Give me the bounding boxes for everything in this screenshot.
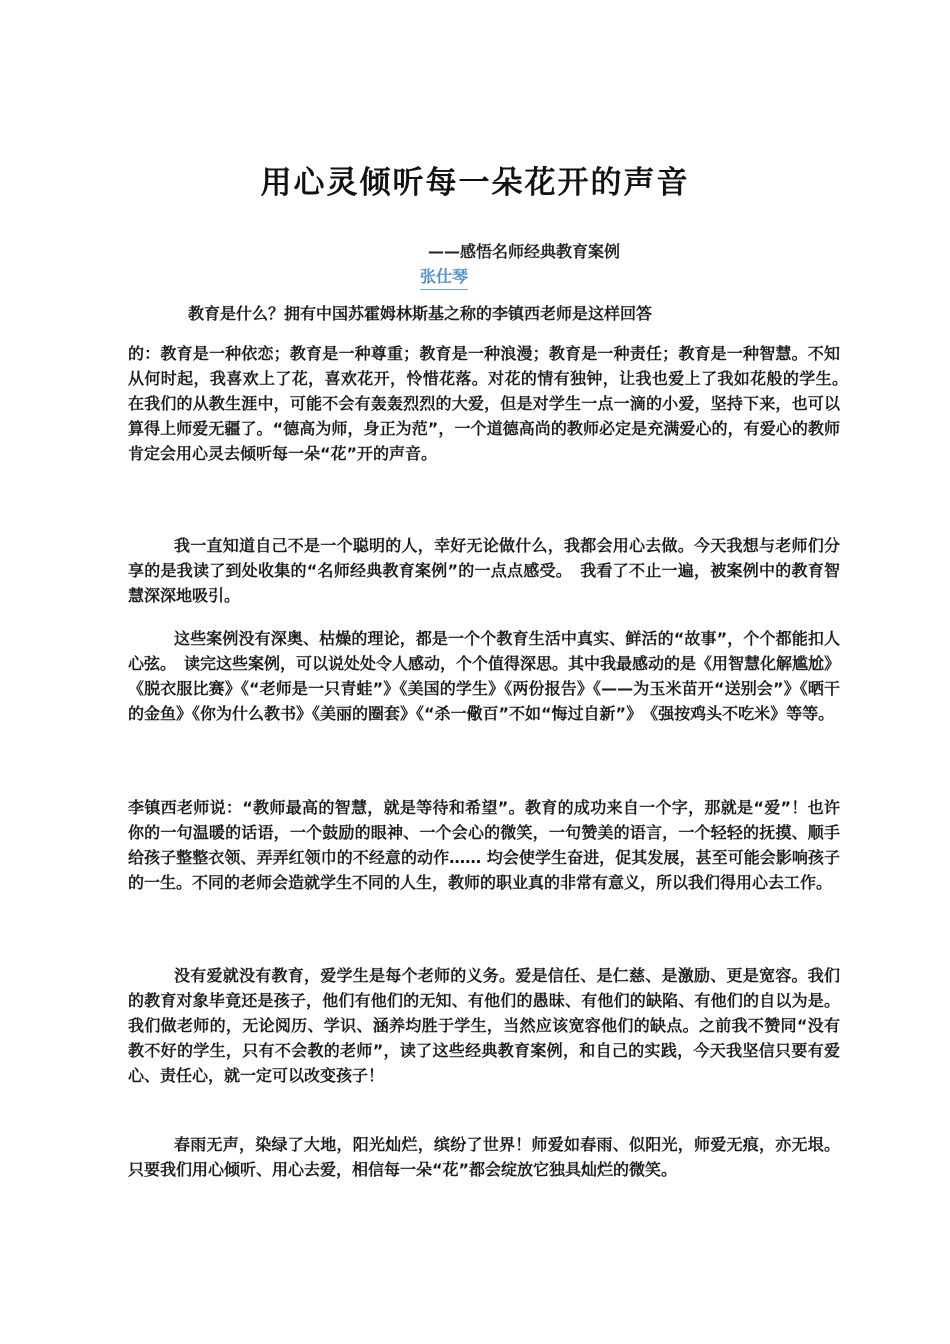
paragraph-4: 李镇西老师说：“教师最高的智慧，就是等待和希望”。教育的成功来自一个字，那就是“爱”！也许你的一句温暖的话语，一个鼓励的眼神、一个会心的微笑，一句赞美的语言，一个轻轻的抚摸、顺手给孩子整整衣领、弄弄红领巾的不经意的动作…… 均会使学生奋进，促其发展，甚至可能会影响孩子的一生。不同的老师会造就学生不同的人生，教师的职业真的非常有意义，所以我们得用心去工作。 (128, 798, 840, 892)
paragraph-1-first-line: 教育是什么？拥有中国苏霍姆林斯基之称的李镇西老师是这样回答 (188, 304, 653, 323)
author-name: 张仕琴 (420, 266, 468, 290)
paragraph-6: 春雨无声，染绿了大地，阳光灿烂，缤纷了世界！师爱如春雨、似阳光，师爱无痕，亦无垠。只要我们用心倾听、用心去爱，相信每一朵“花”都会绽放它独具灿烂的微笑。 (128, 1135, 840, 1179)
document-subtitle: ——感悟名师经典教育案例 (428, 242, 621, 261)
paragraph-5: 没有爱就没有教育，爱学生是每个老师的义务。爱是信任、是仁慈、是激励、更是宽容。我们的教育对象毕竟还是孩子，他们有他们的无知、有他们的愚昧、有他们的缺陷、有他们的自以为是。我们做老师的，无论阅历、学识、涵养均胜于学生，当然应该宽容他们的缺点。之前我不赞同“没有教不好的学生，只有不会教的老师”，读了这些经典教育案例，和自己的实践，今天我坚信只要有爱心、责任心，就一定可以改变孩子！ (128, 966, 840, 1085)
paragraph-1-body: 的：教育是一种依恋；教育是一种尊重；教育是一种浪漫；教育是一种责任；教育是一种智慧。不知从何时起，我喜欢上了花，喜欢花开，怜惜花落。对花的情有独钟，让我也爱上了我如花般的学生。 在我们的从教生涯中，可能不会有轰轰烈烈的大爱，但是对学生一点一滴的小爱，坚持下来，也可以算得上师爱无疆了。“德高为师，身正为范”，一个道德高尚的教师必定是充满爱心的，有爱心的教师肯定会用心灵去倾听每一朵“花”开的声音。 (128, 344, 921, 463)
document-title: 用心灵倾听每一朵花开的声音 (260, 165, 690, 201)
paragraph-3: 这些案例没有深奥、枯燥的理论，都是一个个教育生活中真实、鲜活的“故事”，个个都能扣人心弦。 读完这些案例，可以说处处令人感动，个个值得深思。其中我最感动的是《用智慧化解尴尬》《脱衣服比赛》《“老师是一只青蛙”》《美国的学生》《两份报告》《——为玉米苗开“送别会”》《晒干的金鱼》《你为什么教书》《美丽的圈套》《“杀一儆百”不如“悔过自新”》 《强按鸡头不吃米》等等。 (128, 629, 841, 723)
paragraph-2: 我一直知道自己不是一个聪明的人，幸好无论做什么，我都会用心去做。今天我想与老师们分享的是我读了到处收集的“名师经典教育案例”的一点点感受。 我看了不止一遍，被案例中的教育智慧深深地吸引。 (128, 536, 840, 605)
